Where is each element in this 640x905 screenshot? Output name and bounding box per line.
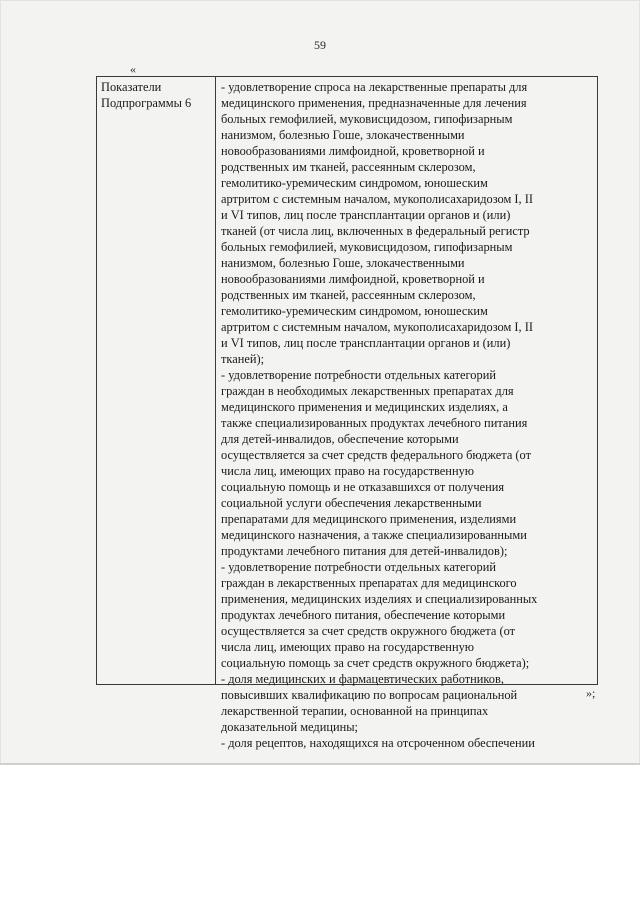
text-line: граждан в необходимых лекарственных препаратах для — [221, 384, 514, 398]
text-line: для детей-инвалидов, обеспечение которыми — [221, 432, 459, 446]
text-line: доказательной медицины; — [221, 720, 358, 734]
text-line: нанизмом, болезнью Гоше, злокачественными — [221, 256, 465, 270]
text-line: гемолитико-уремическим синдромом, юношеским — [221, 304, 488, 318]
opening-quote: « — [130, 62, 136, 76]
text-line: социальную помощь за счет средств окружного бюджета); — [221, 656, 530, 670]
text-line: медицинского применения, предназначенные для лечения — [221, 96, 527, 110]
text-line: и VI типов, лиц после трансплантации органов и (или) — [221, 336, 511, 350]
text-line: продуктами лечебного питания для детей-инвалидов); — [221, 544, 508, 558]
text-line: медицинского применения и медицинских изделиях, а — [221, 400, 508, 414]
text-line: числа лиц, имеющих право на государственную — [221, 464, 475, 478]
text-line: новообразованиями лимфоидной, кроветворной и — [221, 144, 485, 158]
scan-edge — [0, 763, 640, 765]
text-line: социальной услуги обеспечения лекарственными — [221, 496, 482, 510]
text-line: осуществляется за счет средств окружного бюджета (от — [221, 624, 516, 638]
text-line: - доля рецептов, находящихся на отсроченном обеспечении — [221, 736, 535, 750]
indicators-label-line: Показатели — [101, 80, 162, 94]
text-line: - удовлетворение потребности отдельных категорий — [221, 368, 496, 382]
text-line: родственных им тканей, рассеянным склерозом, — [221, 160, 476, 174]
text-line: новообразованиями лимфоидной, кроветворной и — [221, 272, 485, 286]
page-number: 59 — [314, 38, 326, 52]
text-line: осуществляется за счет средств федерального бюджета (от — [221, 448, 531, 462]
text-line: граждан в лекарственных препаратах для медицинского — [221, 576, 517, 590]
text-line: тканей); — [221, 352, 265, 366]
text-line: больных гемофилией, муковисцидозом, гипофизарным — [221, 112, 513, 126]
text-line: лекарственной терапии, основанной на принципах — [221, 704, 489, 718]
text-line: гемолитико-уремическим синдромом, юношеским — [221, 176, 488, 190]
indicators-label-cell — [101, 79, 213, 111]
text-line: также специализированных продуктах лечебного питания — [221, 416, 528, 430]
text-line: артритом с системным началом, мукополисахаридозом I, II — [221, 320, 534, 334]
text-line: применения, медицинских изделиях и специализированных — [221, 592, 538, 606]
text-line: и VI типов, лиц после трансплантации органов и (или) — [221, 208, 511, 222]
text-line: тканей (от числа лиц, включенных в федеральный регистр — [221, 224, 530, 238]
text-line: артритом с системным началом, мукополисахаридозом I, II — [221, 192, 534, 206]
indicators-label-line: Подпрограммы 6 — [101, 96, 192, 110]
text-line: - удовлетворение спроса на лекарственные препараты для — [221, 80, 528, 94]
column-divider — [215, 77, 216, 684]
text-line: нанизмом, болезнью Гоше, злокачественными — [221, 128, 465, 142]
text-line: числа лиц, имеющих право на государственную — [221, 640, 475, 654]
text-line: - удовлетворение потребности отдельных категорий — [221, 560, 496, 574]
text-line: социальную помощь и не отказавшихся от получения — [221, 480, 505, 494]
text-line: родственных им тканей, рассеянным склерозом, — [221, 288, 476, 302]
closing-quote: »; — [586, 686, 596, 700]
text-line: больных гемофилией, муковисцидозом, гипофизарным — [221, 240, 513, 254]
indicators-text-cell — [221, 79, 596, 751]
text-line: препаратами для медицинского применения, изделиями — [221, 512, 517, 526]
text-line: медицинского назначения, а также специализированными — [221, 528, 527, 542]
text-line: повысивших квалификацию по вопросам рациональной — [221, 688, 518, 702]
text-line: продуктах лечебного питания, обеспечение которыми — [221, 608, 506, 622]
text-line: - доля медицинских и фармацевтических работников, — [221, 672, 504, 686]
indicators-table — [96, 76, 598, 750]
